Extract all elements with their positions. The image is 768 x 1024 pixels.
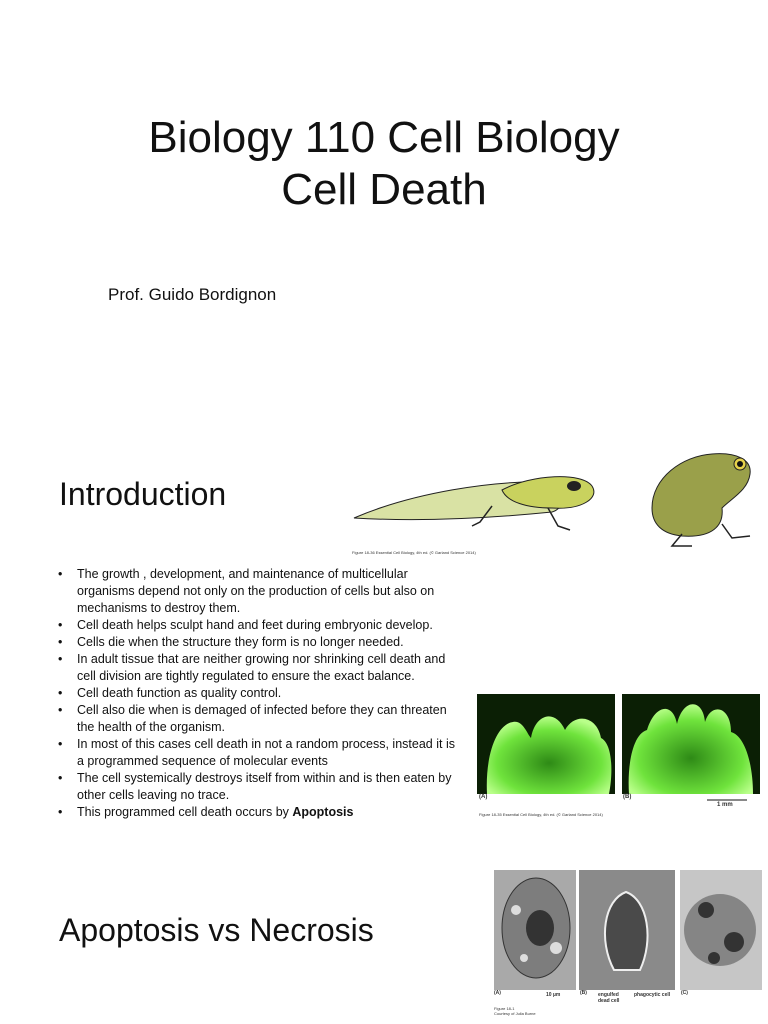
apoptosis-necrosis-slide [0, 860, 768, 1024]
bullet-item: • Cell also die when is demaged of infected before they can threaten the health of the organism. [58, 702, 458, 736]
bullet-item-apoptosis [58, 804, 458, 821]
apoptosis-term: Apoptosis [292, 805, 354, 819]
em-caption-line2: Courtesy of Julia Burne [494, 1011, 536, 1016]
introduction-bullet-list [58, 566, 458, 821]
author-name: Prof. Guido Bordignon [108, 285, 277, 304]
em-label-b: (B) [580, 990, 587, 996]
bullet-item: • The cell systemically destroys itself from within and is then eaten by other cells leaving no trace. [58, 770, 458, 804]
em-dead-cell-label: dead cell [598, 998, 620, 1004]
introduction-slide [0, 430, 768, 870]
em-scale-bar: 10 µm [546, 992, 561, 998]
em-phagocytic-label: phagocytic cell [634, 992, 671, 998]
slide-title-line2: Cell Death [281, 165, 487, 214]
title-slide [0, 0, 768, 430]
bullet-item: • Cell death helps sculpt hand and feet during embryonic develop. [58, 617, 458, 634]
embryonic-paw-figure [477, 694, 761, 820]
frog-figure-caption: Figure 18-36 Essential Cell Biology, 4th ed. (© Garland Science 2014) [352, 550, 476, 555]
em-caption-line1: Figure 18-1 [494, 1006, 515, 1011]
introduction-heading: Introduction [59, 476, 227, 512]
paw-label-a: (A) [479, 794, 488, 800]
apoptosis-necrosis-heading: Apoptosis vs Necrosis [59, 912, 374, 948]
electron-micrograph-figure [494, 870, 762, 1024]
em-label-a: (A) [494, 990, 501, 996]
tadpole-frog-figure [352, 438, 762, 568]
slide-title [0, 112, 768, 216]
em-label-c: (C) [681, 990, 688, 996]
bullet-item: • Cell death function as quality control. [58, 685, 458, 702]
paw-scale-bar: 1 mm [717, 802, 733, 808]
bullet-item: • Cells die when the structure they form is no longer needed. [58, 634, 458, 651]
electron-micrographs [494, 870, 762, 992]
bullet-item: • The growth , development, and maintenance of multicellular organisms depend not only on the production of cells but also on mechanisms to destroy them. [58, 566, 458, 617]
bullet-item: • In most of this cases cell death in not a random process, instead it is a programmed sequence of molecular events [58, 736, 458, 770]
bullet-item: • In adult tissue that are neither growing nor shrinking cell death and cell division are tightly regulated to ensure the exact balance. [58, 651, 458, 685]
bullet-text: This programmed cell death occurs by [77, 805, 293, 819]
em-engulfed-label: engulfed [598, 992, 619, 998]
slide-title-line1: Biology 110 Cell Biology [148, 113, 620, 162]
paw-figure-caption: Figure 18-35 Essential Cell Biology, 4th ed. (© Garland Science 2014) [479, 812, 603, 817]
tadpole-frog-illustration [352, 438, 762, 568]
paw-label-b: (B) [623, 794, 632, 800]
